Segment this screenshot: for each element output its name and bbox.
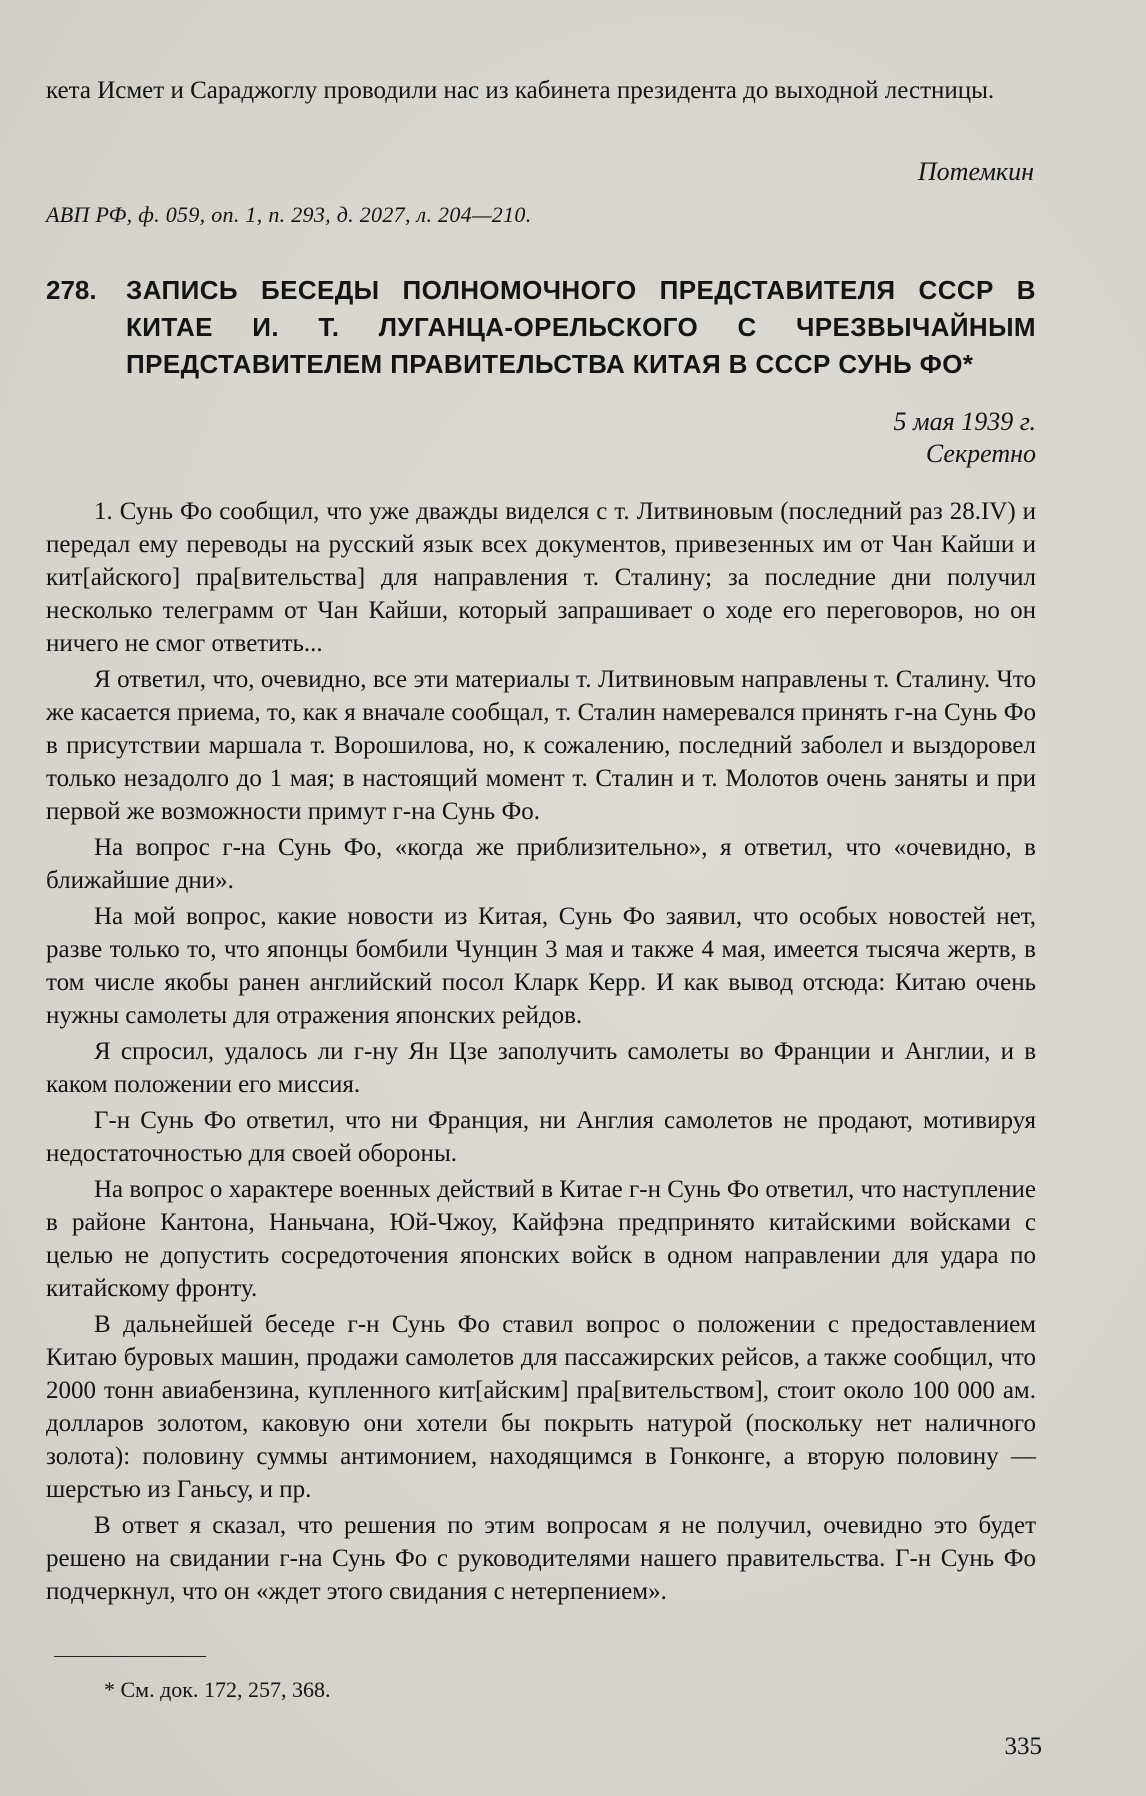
document-body bbox=[46, 495, 1036, 1611]
document-title: ЗАПИСЬ БЕСЕДЫ ПОЛНОМОЧНОГО ПРЕДСТАВИТЕЛЯ СССР В КИТАЕ И. Т. ЛУГАНЦА-ОРЕЛЬСКОГО С ЧРЕЗВЫЧАЙНЫМ ПРЕДСТАВИТЕЛЕМ ПРАВИТЕЛЬСТВА КИТАЯ В СССР СУНЬ ФО* bbox=[126, 275, 1036, 379]
document-number: 278. bbox=[46, 275, 97, 305]
body-paragraph-1: 1. Сунь Фо сообщил, что уже дважды виделся с т. Литвиновым (последний раз 28.IV) и передал ему переводы на русский язык всех документов, привезенных им от Чан Кайши и кит[айского] пра[вительства] для направления т. Сталину; за последние дни получил несколько телеграмм от Чан Кайши, который запрашивает о ходе его переговоров, но он ничего не смог ответить... bbox=[46, 498, 1036, 657]
body-paragraph-3: На вопрос г-на Сунь Фо, «когда же приблизительно», я ответил, что «очевидно, в ближайшие дни». bbox=[46, 834, 1036, 894]
body-paragraph-4: На мой вопрос, какие новости из Китая, Сунь Фо заявил, что особых новостей нет, разве только то, что японцы бомбили Чунцин 3 мая и также 4 мая, имеется тысяча жертв, в том числе якобы ранен английский посол Кларк Керр. И как вывод отсюда: Китаю очень нужны самолеты для отражения японских рейдов. bbox=[46, 903, 1036, 1029]
body-paragraph-5: Я спросил, удалось ли г-ну Ян Цзе заполучить самолеты во Франции и Англии, и в каком положении его миссия. bbox=[46, 1038, 1036, 1098]
body-paragraph-7: На вопрос о характере военных действий в Китае г-н Сунь Фо ответил, что наступление в районе Кантона, Наньчана, Юй-Чжоу, Кайфэна предпринято китайскими войсками с целью не допустить сосредоточения японских войск в одном направлении для удара по китайскому фронту. bbox=[46, 1176, 1036, 1302]
archive-reference: АВП РФ, ф. 059, оп. 1, п. 293, д. 2027, л. 204—210. bbox=[46, 202, 532, 227]
signature: Потемкин bbox=[917, 157, 1034, 186]
footnote-divider bbox=[54, 1656, 206, 1657]
document-date: 5 мая 1939 г. bbox=[893, 407, 1036, 436]
body-paragraph-9: В ответ я сказал, что решения по этим вопросам я не получил, очевидно это будет решено на свидании г-на Сунь Фо с руководителями нашего правительства. Г-н Сунь Фо подчеркнул, что он «ждет этого свидания с нетерпением». bbox=[46, 1512, 1036, 1605]
body-paragraph-2: Я ответил, что, очевидно, все эти материалы т. Литвиновым направлены т. Сталину. Что же касается приема, то, как я вначале сообщал, т. Сталин намеревался принять г-на Сунь Фо в присутствии маршала т. Ворошилова, но, к сожалению, последний заболел и выздоровел только незадолго до 1 мая; в настоящий момент т. Сталин и т. Молотов очень заняты и при первой же возможности примут г-на Сунь Фо. bbox=[46, 666, 1036, 825]
top-paragraph: кета Исмет и Сараджоглу проводили нас из кабинета президента до выходной лестницы. bbox=[46, 77, 995, 104]
page-number: 335 bbox=[1004, 1733, 1042, 1760]
classification-label: Секретно bbox=[925, 439, 1036, 468]
body-paragraph-6: Г-н Сунь Фо ответил, что ни Франция, ни Англия самолетов не продают, мотивируя недостаточностью для своей обороны. bbox=[46, 1107, 1036, 1167]
body-paragraph-8: В дальнейшей беседе г-н Сунь Фо ставил вопрос о положении с предоставлением Китаю буровых машин, продажи самолетов для пассажирских рейсов, а также сообщил, что 2000 тонн авиабензина, купленного кит[айским] пра[вительством], стоит около 100 000 ам. долларов золотом, каковую они хотели бы покрыть натурой (поскольку нет наличного золота): половину суммы антимонием, находящимся в Гонконге, а вторую половину — шерстью из Ганьсу, и пр. bbox=[46, 1311, 1036, 1503]
footnote: * См. док. 172, 257, 368. bbox=[104, 1677, 331, 1702]
